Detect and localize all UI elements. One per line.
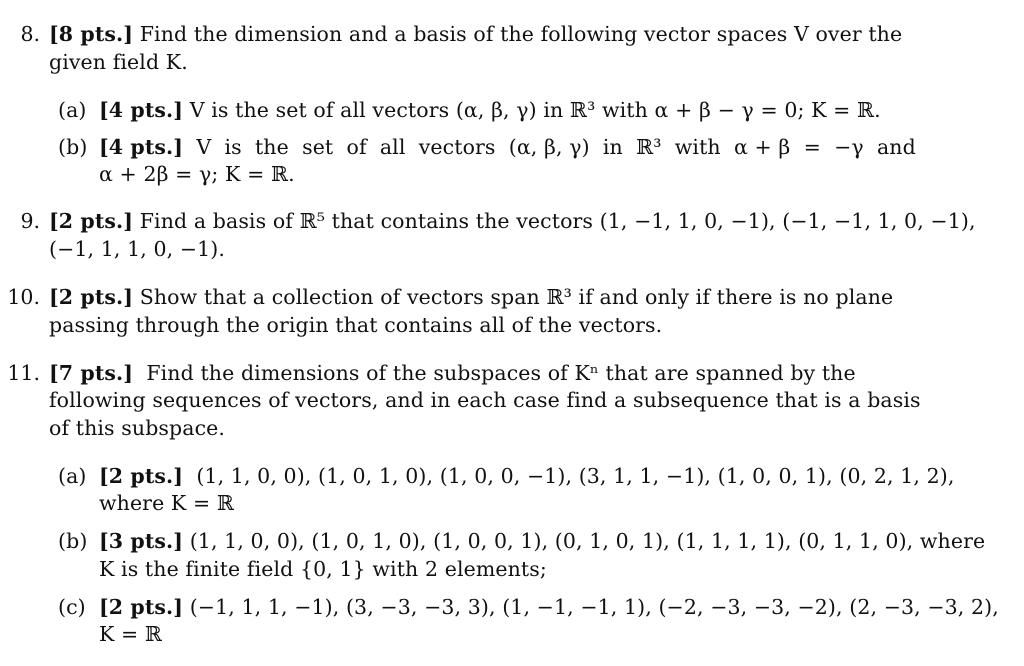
subpart-line: [99, 594, 999, 620]
line-text: V is the set of all vectors (α, β, γ) in ℝ³ with α + β − γ = 0; K = ℝ.: [183, 98, 881, 122]
line-text: where K = ℝ: [99, 491, 234, 515]
problem-line: [49, 360, 856, 386]
subpart-line: [99, 556, 547, 582]
subpart-line: [99, 490, 234, 516]
subpart-label: (a): [58, 98, 87, 122]
line-text: (−1, 1, 1, 0, −1).: [49, 237, 226, 261]
subpart-line: [99, 621, 162, 647]
problem-number: 11.: [7, 361, 40, 385]
line-text: K = ℝ: [99, 622, 163, 646]
subpart-label: (a): [58, 464, 87, 488]
points-label: [2 pts.]: [49, 285, 134, 309]
problem-line: [49, 387, 921, 413]
problem-line: [49, 49, 188, 75]
points-label: [2 pts.]: [49, 209, 134, 233]
points-label: [2 pts.]: [99, 464, 184, 488]
problem-line: [49, 415, 225, 441]
problem-line: [49, 236, 225, 262]
problem-number: 8.: [20, 22, 40, 46]
subpart-line: [99, 97, 881, 123]
line-text: V is the set of all vectors (α, β, γ) in ℝ³ with α + β = −γ and: [183, 135, 916, 159]
line-text: following sequences of vectors, and in each case find a subsequence that is a basis: [49, 388, 921, 412]
problem-line: [49, 208, 976, 234]
subpart-line: [99, 463, 954, 489]
points-label: [8 pts.]: [49, 22, 134, 46]
problem-number: 10.: [7, 285, 40, 309]
subpart-line: [99, 134, 916, 160]
line-text: passing through the origin that contains all of the vectors.: [49, 313, 663, 337]
line-text: Find the dimension and a basis of the following vector spaces V over the: [133, 22, 903, 46]
problem-line: [49, 21, 902, 47]
subpart-label: (c): [58, 595, 86, 619]
subpart-line: [99, 161, 295, 187]
line-text: (1, 1, 0, 0), (1, 0, 1, 0), (1, 0, 0, −1), (3, 1, 1, −1), (1, 0, 0, 1), (0, 2, 1, 2),: [183, 464, 955, 488]
problem-line: [49, 284, 893, 310]
problem-number: 9.: [20, 209, 40, 233]
line-text: given field K.: [49, 50, 188, 74]
problem-line: [49, 312, 662, 338]
points-label: [3 pts.]: [99, 529, 184, 553]
points-label: [4 pts.]: [99, 135, 184, 159]
points-label: [2 pts.]: [99, 595, 184, 619]
line-text: K is the finite field {0, 1} with 2 elements;: [99, 557, 547, 581]
subpart-label: (b): [58, 135, 88, 159]
subpart-line: [99, 528, 985, 554]
line-text: α + 2β = γ; K = ℝ.: [99, 162, 295, 186]
line-text: of this subspace.: [49, 416, 226, 440]
line-text: Find the dimensions of the subspaces of Kⁿ that are spanned by the: [133, 361, 856, 385]
points-label: [4 pts.]: [99, 98, 184, 122]
line-text: Find a basis of ℝ⁵ that contains the vectors (1, −1, 1, 0, −1), (−1, −1, 1, 0, −1),: [133, 209, 976, 233]
line-text: (1, 1, 0, 0), (1, 0, 1, 0), (1, 0, 0, 1), (0, 1, 0, 1), (1, 1, 1, 1), (0, 1, 1, 0), where: [183, 529, 986, 553]
line-text: Show that a collection of vectors span ℝ³ if and only if there is no plane: [133, 285, 894, 309]
points-label: [7 pts.]: [49, 361, 134, 385]
subpart-label: (b): [58, 529, 88, 553]
line-text: (−1, 1, 1, −1), (3, −3, −3, 3), (1, −1, −1, 1), (−2, −3, −3, −2), (2, −3, −3, 2),: [183, 595, 999, 619]
